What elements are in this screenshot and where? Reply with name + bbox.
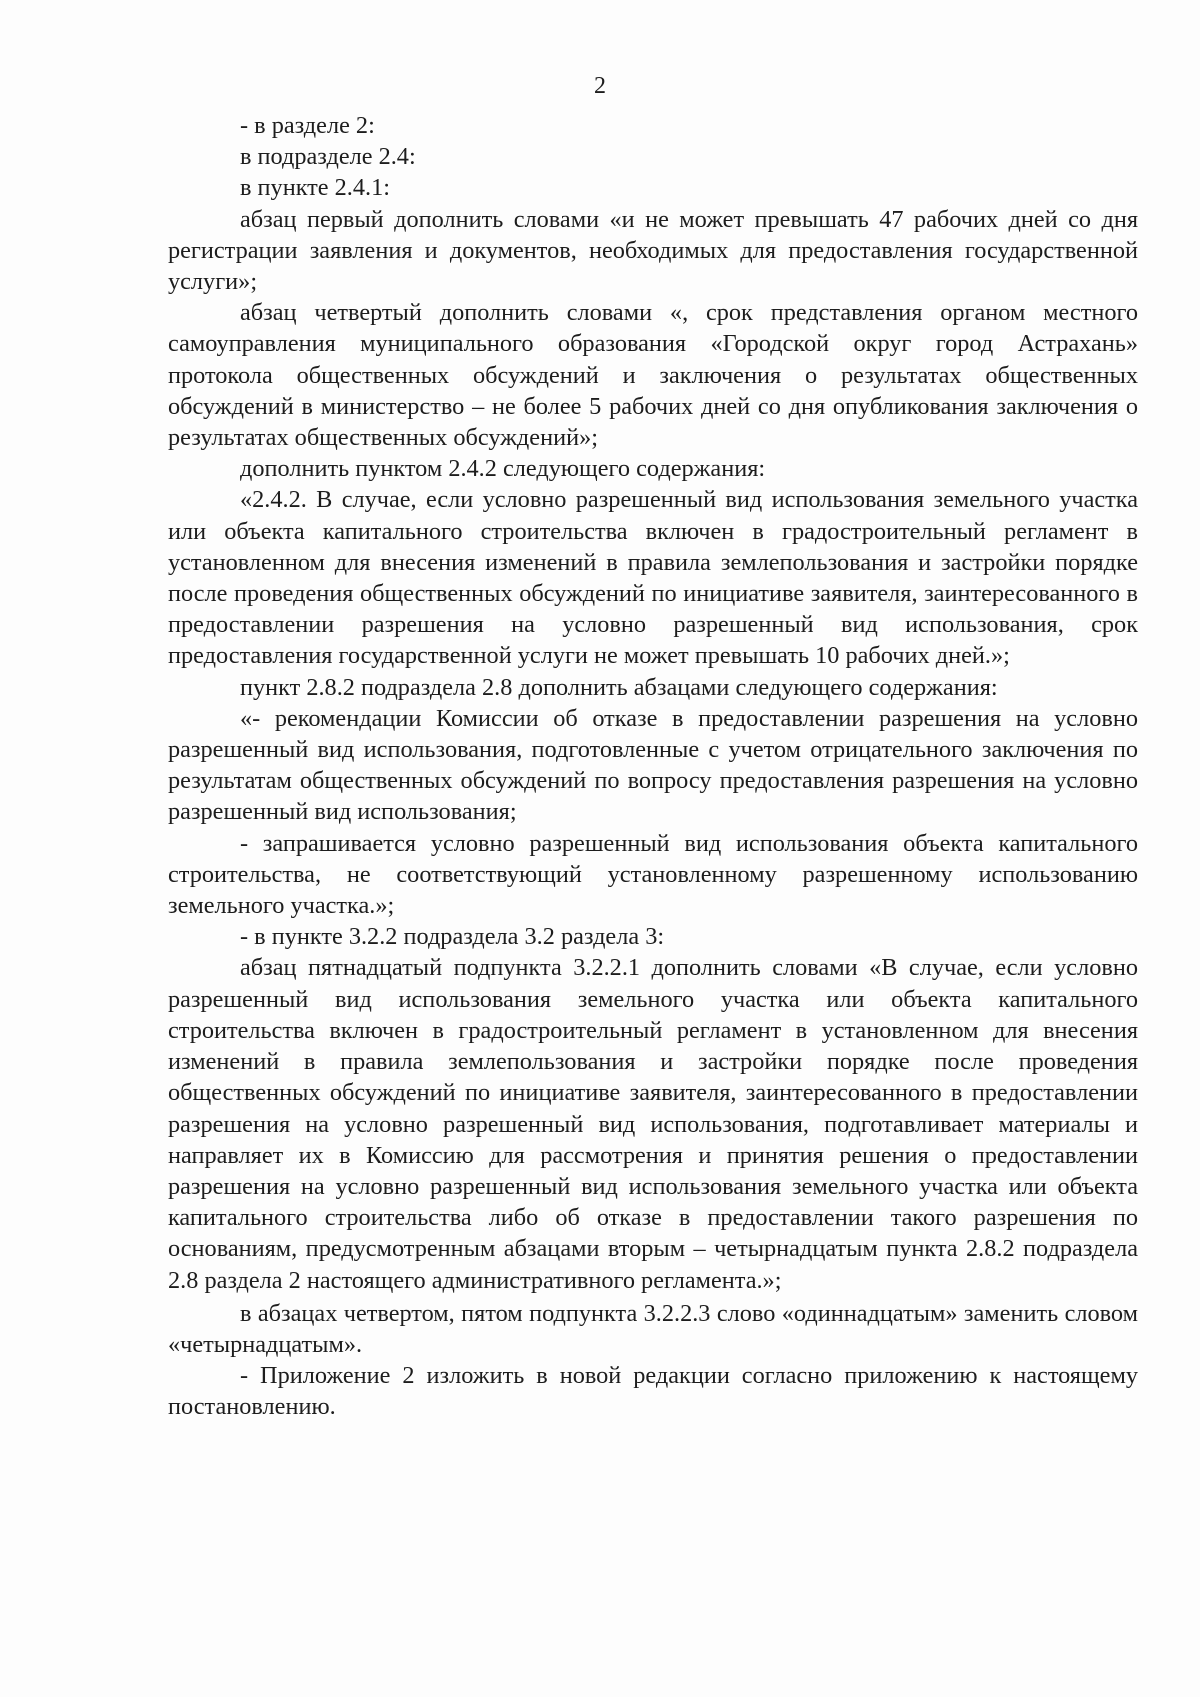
paragraph-fourth-paragraph-amendment: абзац четвертый дополнить словами «, срок представления органом местного самоуправления муниципального образования «Городской округ город Астрахань» протокола общественных обсуждений и заключения о результатах общественных обсуждений в министерство – не более 5 рабочих дней со дня опубликования заключения о результатах общественных обсуждений»; <box>168 299 1138 452</box>
paragraph-requested-use: - запрашивается условно разрешенный вид использования объекта капитального строительства, не соответствующий установленному разрешенному использованию земельного участка.»; <box>168 829 1138 920</box>
paragraph-add-item-2-4-2: дополнить пунктом 2.4.2 следующего содержания: <box>240 455 766 483</box>
paragraph-item-2-4-2-text: «2.4.2. В случае, если условно разрешенный вид использования земельного участка или объекта капитального строительства включен в градостроительный регламент в установленном для внесения изменений в правила землепользования и застройки порядке после проведения общественных обсуждений по инициативе заявителя, заинтересованного в предоставлении разрешения на условно разрешенный вид использования, срок предоставления государственной услуги не может превышать 10 рабочих дней.»; <box>168 486 1138 670</box>
paragraph-item-3-2-2: - в пункте 3.2.2 подраздела 3.2 раздела 3: <box>240 923 665 951</box>
paragraph-subitem-3-2-2-3: в абзацах четвертом, пятом подпункта 3.2.2.3 слово «одиннадцатым» заменить словом «четырнадцатым». <box>168 1299 1138 1358</box>
paragraph-item-2-8-2: пункт 2.8.2 подраздела 2.8 дополнить абзацами следующего содержания: <box>240 673 998 701</box>
page-number: 2 <box>594 73 606 99</box>
paragraph-section-2: - в разделе 2: <box>240 112 375 139</box>
paragraph-subitem-3-2-2-1: абзац пятнадцатый подпункта 3.2.2.1 дополнить словами «В случае, если условно разрешенный вид использования земельного участка или объекта капитального строительства включен в градостроительный регламент в установленном для внесения изменений в правила землепользования и застройки порядке после проведения общественных обсуждений по инициативе заявителя, заинтересованного в предоставлении разрешения на условно разрешенный вид использования, подготавливает материалы и направляет их в Комиссию для рассмотрения и принятия решения о предоставлении разрешения на условно разрешенный вид использования земельного участка или объекта капитального строительства либо об отказе в предоставлении такого разрешения по основаниям, предусмотренным абзацами вторым – четырнадцатым пункта 2.8.2 подраздела 2.8 раздела 2 настоящего административного регламента.»; <box>168 954 1138 1294</box>
document-body <box>168 110 1138 1423</box>
paragraph-commission-recommendation: «- рекомендации Комиссии об отказе в предоставлении разрешения на условно разрешенный вид использования, подготовленные с учетом отрицательного заключения по результатам общественных обсуждений по вопросу предоставления разрешения на условно разрешенный вид использования; <box>168 704 1138 826</box>
paragraph-item-2-4-1: в пункте 2.4.1: <box>240 174 391 202</box>
paragraph-subsection-2-4: в подразделе 2.4: <box>240 143 416 171</box>
paragraph-appendix-2: - Приложение 2 изложить в новой редакции согласно приложению к настоящему постановлению. <box>168 1362 1138 1421</box>
paragraph-first-paragraph-amendment: абзац первый дополнить словами «и не может превышать 47 рабочих дней со дня регистрации заявления и документов, необходимых для предоставления государственной услуги»; <box>168 205 1138 296</box>
